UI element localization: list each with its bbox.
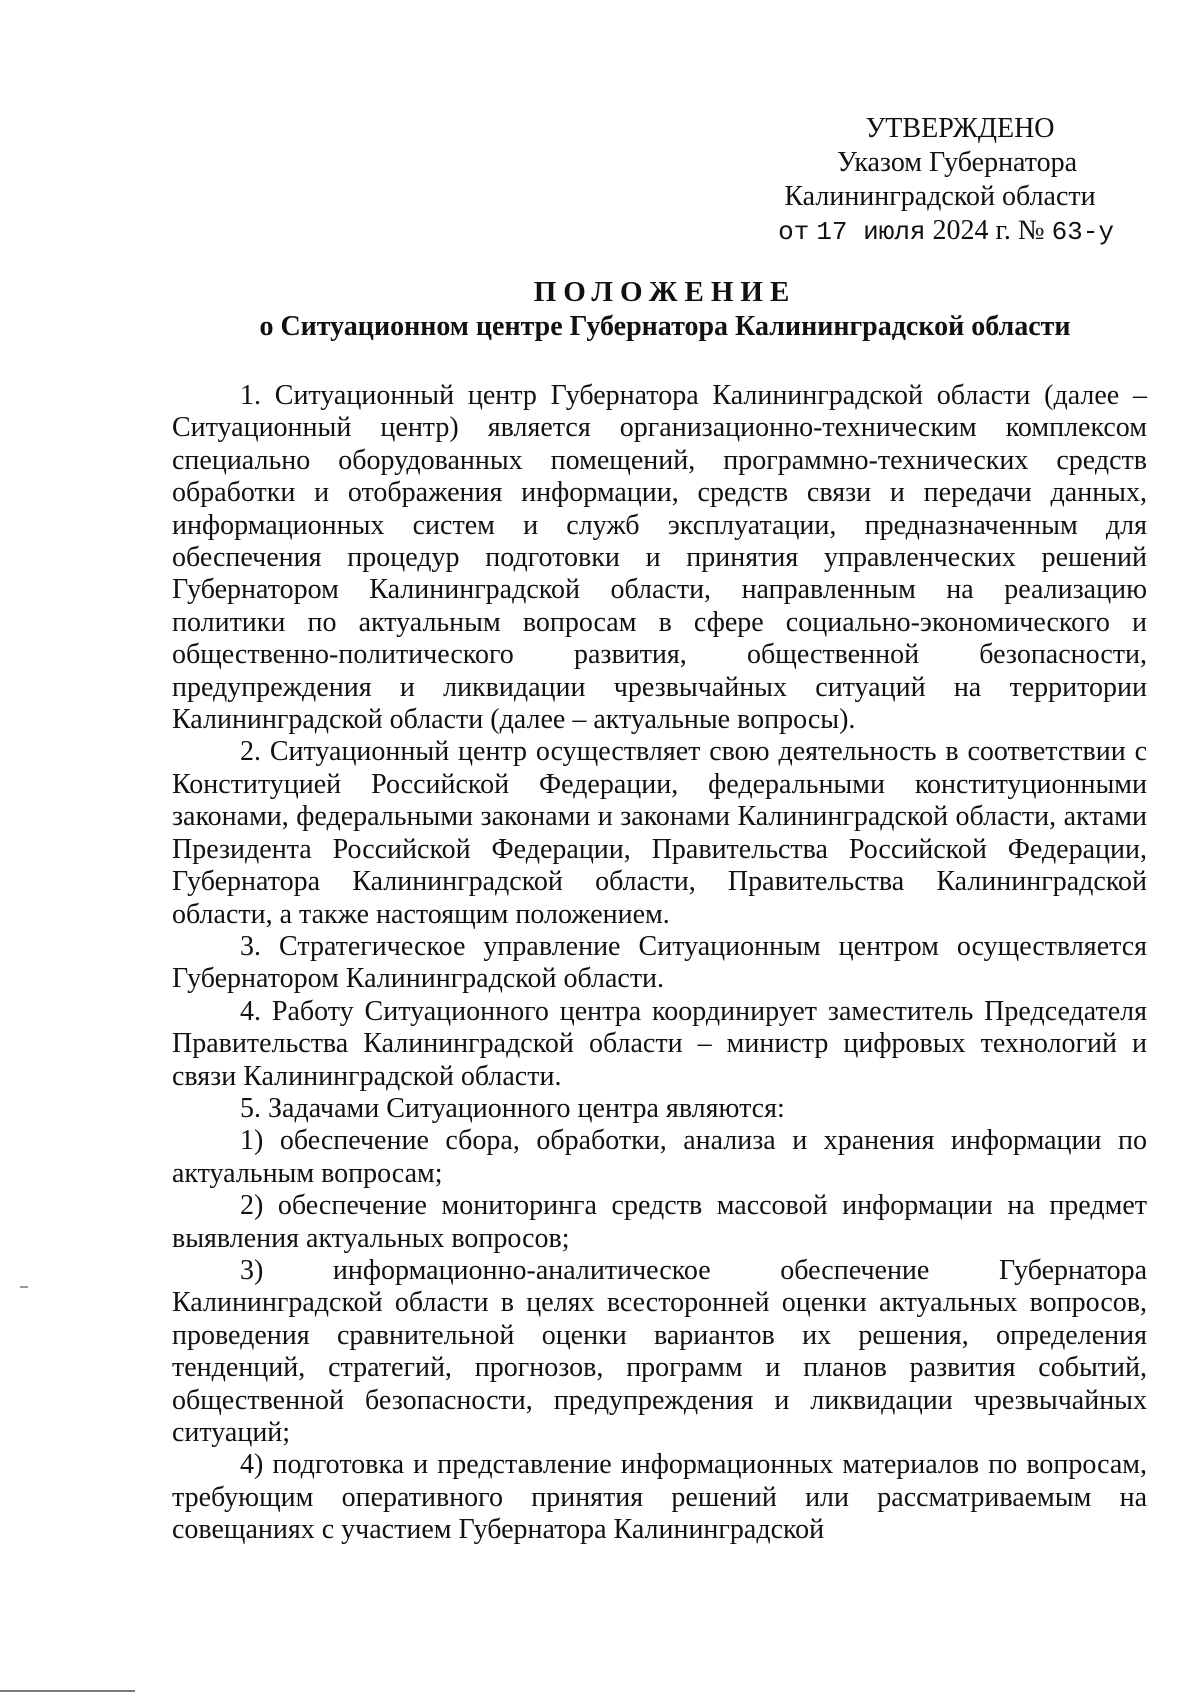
- document-title: ПОЛОЖЕНИЕ: [533, 276, 797, 308]
- approval-authority: Указом Губернатора: [836, 147, 1078, 178]
- document-body: [172, 380, 1147, 1547]
- paragraph-1: 1. Ситуационный центр Губернатора Калининградской области (далее – Ситуационный центр) является организационно-техническим комплексом специально оборудованных помещений, программно-технических средств обработки и отображения информации, средств связи и передачи данных, информационных систем и служб эксплуатации, предназначенным для обеспечения процедур подготовки и принятия управленческих решений Губернатором Калининградской области, направленным на реализацию политики по актуальным вопросам в сфере социально-экономического и общественно-политического развития, общественной безопасности, предупреждения и ликвидации чрезвычайных ситуаций на территории Калининградской области (далее – актуальные вопросы).: [172, 380, 1147, 736]
- date-prefix: от: [778, 217, 810, 247]
- decree-number: 63-у: [1051, 217, 1114, 247]
- scan-edge-mark: [20, 1286, 28, 1288]
- paragraph-3: 3. Стратегическое управление Ситуационным центром осуществляется Губернатором Калининградской области.: [172, 930, 1147, 995]
- task-item-1: 1) обеспечение сбора, обработки, анализа и хранения информации по актуальным вопросам;: [172, 1125, 1147, 1189]
- approval-date-line: [760, 214, 1120, 249]
- document-subtitle: о Ситуационном центре Губернатора Калининградской области: [259, 311, 1071, 342]
- date-year: 2024 г. №: [932, 215, 1045, 246]
- task-item-2: 2) обеспечение мониторинга средств массовой информации на предмет выявления актуальных вопросов;: [172, 1190, 1147, 1254]
- paragraph-4: 4. Работу Ситуационного центра координирует заместитель Председателя Правительства Калининградской области – министр цифровых технологий и связи Калининградской области.: [172, 995, 1147, 1092]
- approval-region: Калининградской области: [784, 181, 1096, 212]
- task-item-4: 4) подготовка и представление информационных материалов по вопросам, требующим оперативного принятия решений или рассматриваемым на совещаниях с участием Губернатора Калининградской: [172, 1449, 1147, 1546]
- task-item-3: 3) информационно-аналитическое обеспечение Губернатора Калининградской области в целях всесторонней оценки актуальных вопросов, проведения сравнительной оценки вариантов их решения, определения тенденций, стратегий, прогнозов, программ и планов развития событий, общественной безопасности, предупреждения и ликвидации чрезвычайных ситуаций;: [172, 1254, 1147, 1448]
- paragraph-2: 2. Ситуационный центр осуществляет свою деятельность в соответствии с Конституцией Российской Федерации, федеральными конституционными законами, федеральными законами и законами Калининградской области, актами Президента Российской Федерации, Правительства Российской Федерации, Губернатора Калининградской области, Правительства Калининградской области, а также настоящим положением.: [172, 736, 1147, 930]
- approval-stamp: [760, 112, 1120, 249]
- paragraph-5: 5. Задачами Ситуационного центра являются:: [240, 1092, 785, 1124]
- approval-heading: УТВЕРЖДЕНО: [865, 113, 1055, 144]
- footnote-rule: [0, 1690, 135, 1692]
- date-value: 17 июля: [816, 217, 926, 247]
